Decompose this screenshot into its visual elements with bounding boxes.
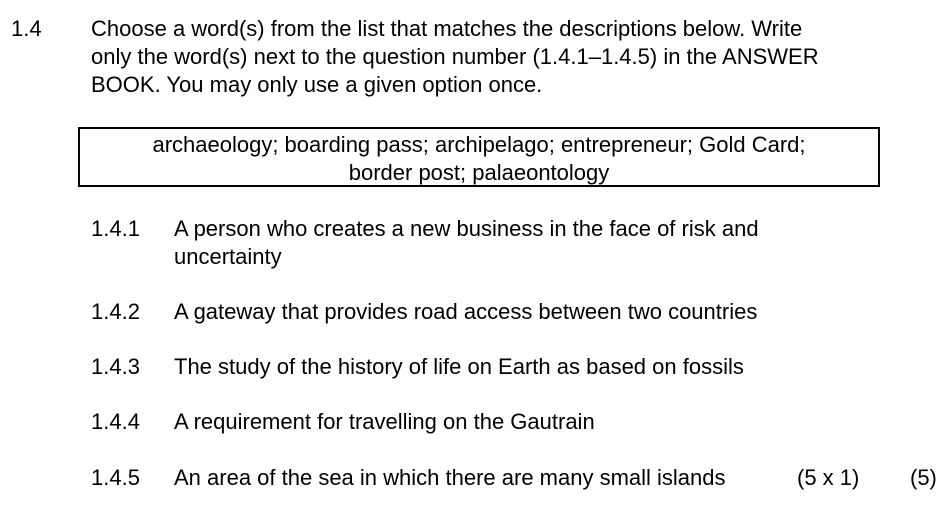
instruction-line: BOOK. You may only use a given option once. <box>91 72 543 97</box>
question-instructions <box>91 15 891 99</box>
item-number: 1.4.1 <box>91 216 140 241</box>
item-number: 1.4.5 <box>91 465 140 490</box>
item-number: 1.4.4 <box>91 409 140 434</box>
item-number: 1.4.2 <box>91 299 140 324</box>
item-description-line: uncertainty <box>174 244 282 269</box>
question-number: 1.4 <box>11 16 42 41</box>
item-description: An area of the sea in which there are many small islands <box>174 465 726 490</box>
item-description-line: A person who creates a new business in the face of risk and <box>174 216 759 241</box>
item-description: The study of the history of life on Earth as based on fossils <box>174 354 744 379</box>
word-list-line: archaeology; boarding pass; archipelago; entrepreneur; Gold Card; <box>152 132 806 157</box>
marks-breakdown: (5 x 1) <box>797 465 860 490</box>
instruction-line: Choose a word(s) from the list that matches the descriptions below. Write <box>91 16 803 41</box>
marks-total: (5) <box>910 465 937 490</box>
item-description: A requirement for travelling on the Gautrain <box>174 409 595 434</box>
item-description: A gateway that provides road access between two countries <box>174 299 758 324</box>
instruction-line: only the word(s) next to the question number (1.4.1–1.4.5) in the ANSWER <box>91 44 819 69</box>
item-description <box>174 215 874 271</box>
word-list-line: border post; palaeontology <box>348 160 610 185</box>
word-list-box <box>78 127 880 187</box>
item-number: 1.4.3 <box>91 354 140 379</box>
